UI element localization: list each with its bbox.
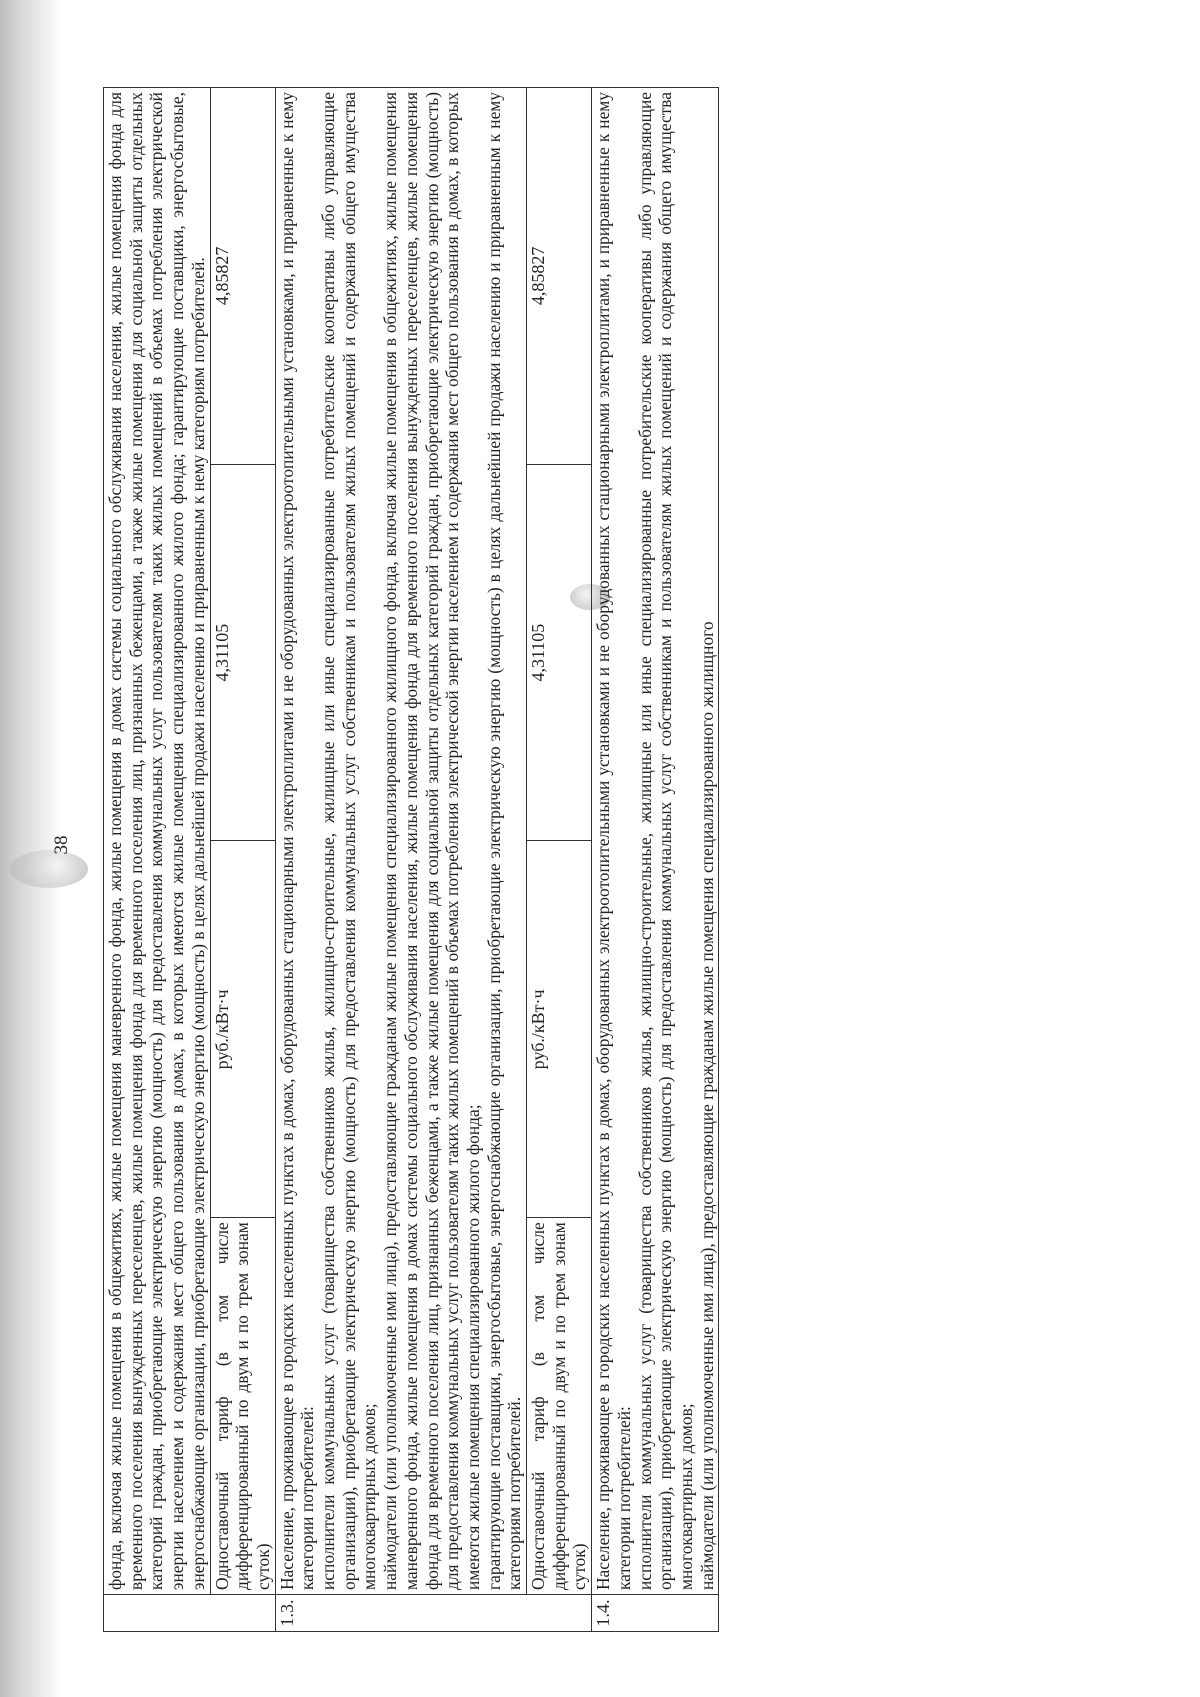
- description-paragraph: наймодатели (или уполномоченные ими лица), предоставляющие гражданам жилые помещения специализированного жилищного фонда, включая жилые помещения в общежитиях, жилые помещения маневренного фонда, жилые помещения в домах системы социального обслуживания населения, жилые помещения фонда для временного поселения вынужденных переселенцев, жилые помещения фонда для временного поселения лиц, признанных беженцами, а также жилые помещения для социальной защиты отдельных категорий граждан, приобретающие электрическую энергию (мощность) для предоставления коммунальных услуг пользователям таких жилых помещений в объемах потребления электрической энергии населением и содержания мест общего пользования в домах, в которых имеются жилые помещения специализированного жилого фонда;: [380, 92, 483, 1590]
- description-paragraph: гарантирующие поставщики, энергосбытовые, энергоснабжающие организации, приобретающие электрическую энергию (мощность) в целях дальнейшей продажи населению и приравненным к нему категориям потребителей.: [483, 92, 525, 1590]
- table-row: [275, 88, 526, 1632]
- description-paragraph: исполнители коммунальных услуг (товарищества собственников жилья, жилищно-строительные, жилищные или иные специализированные потребительские кооперативы либо управляющие организации), приобретающие электрическую энергию (мощность) для предоставления коммунальных услуг собственникам и пользователям жилых помещений и содержания общего имущества многоквартирных домов;: [318, 92, 380, 1590]
- table-row: [527, 88, 592, 1632]
- description-text: фонда, включая жилые помещения в общежитиях, жилые помещения маневренного фонда, жилые помещения в домах системы социального обслуживания населения, жилые помещения фонда для временного поселения вынужденных переселенцев, жилые помещения фонда для временного поселения лиц, признанных беженцами, а также жилые помещения для социальной защиты отдельных категорий граждан, приобретающие электрическую энергию (мощность) для предоставления коммунальных услуг пользователям таких жилых помещений в объемах потребления электрической энергии населением и содержания мест общего пользования в домах, в которых имеются жилые помещения специализированного жилого фонда; гарантирующие поставщики, энергосбытовые, энергоснабжающие организации, приобретающие электрическую энергию (мощность) в целях дальнейшей продажи населению и приравненным к нему категориям потребителей.: [105, 92, 208, 1590]
- page-number: 38: [51, 835, 72, 855]
- description-paragraph: Население, проживающее в городских населенных пунктах в домах, оборудованных стационарными электроплитами и не оборудованных электроотопительными установками, и приравненные к нему категории потребителей:: [276, 92, 318, 1590]
- category-description: [104, 88, 211, 1595]
- row-number: 1.4.: [592, 1595, 719, 1632]
- category-description: [275, 88, 526, 1595]
- row-number-cell: [104, 1595, 276, 1632]
- category-description: [592, 88, 719, 1595]
- description-paragraph: Население, проживающее в городских населенных пунктах в домах, оборудованных электроотопительными установками и не оборудованных стационарными электроплитами, и приравненные к нему категории потребителей:: [593, 92, 634, 1590]
- tariff-value-first-half: 4,31105: [527, 464, 592, 841]
- table-row: [210, 88, 275, 1632]
- description-paragraph: наймодатели (или уполномоченные ими лица), предоставляющие гражданам жилые помещения специализированного жилищного: [696, 621, 717, 1590]
- tariff-value-second-half: 4,85827: [210, 88, 275, 465]
- row-number: 1.3.: [275, 1595, 592, 1632]
- unit-cell: руб./кВт·ч: [527, 841, 592, 1218]
- tariff-value-second-half: 4,85827: [527, 88, 592, 465]
- table-row: [104, 88, 211, 1632]
- rotated-page: [10, 50, 1145, 1640]
- document-body: [95, 50, 1145, 1640]
- unit-cell: руб./кВт·ч: [210, 841, 275, 1218]
- tariff-label: Одноставочный тариф (в том числе дифференцированный по двум и по трем зонам суток): [210, 1218, 275, 1595]
- table-row: [592, 88, 719, 1632]
- tariff-table: [103, 87, 719, 1632]
- tariff-label: Одноставочный тариф (в том числе дифференцированный по двум и по трем зонам суток): [527, 1218, 592, 1595]
- description-paragraph: исполнители коммунальных услуг (товарищества собственников жилья, жилищно-строительные, жилищные или иные специализированные потребительские кооперативы либо управляющие организации), приобретающие электрическую энергию (мощность) для предоставления коммунальных услуг собственникам и пользователям жилых помещений и содержания общего имущества многоквартирных домов;: [634, 92, 696, 1590]
- tariff-value-first-half: 4,31105: [210, 464, 275, 841]
